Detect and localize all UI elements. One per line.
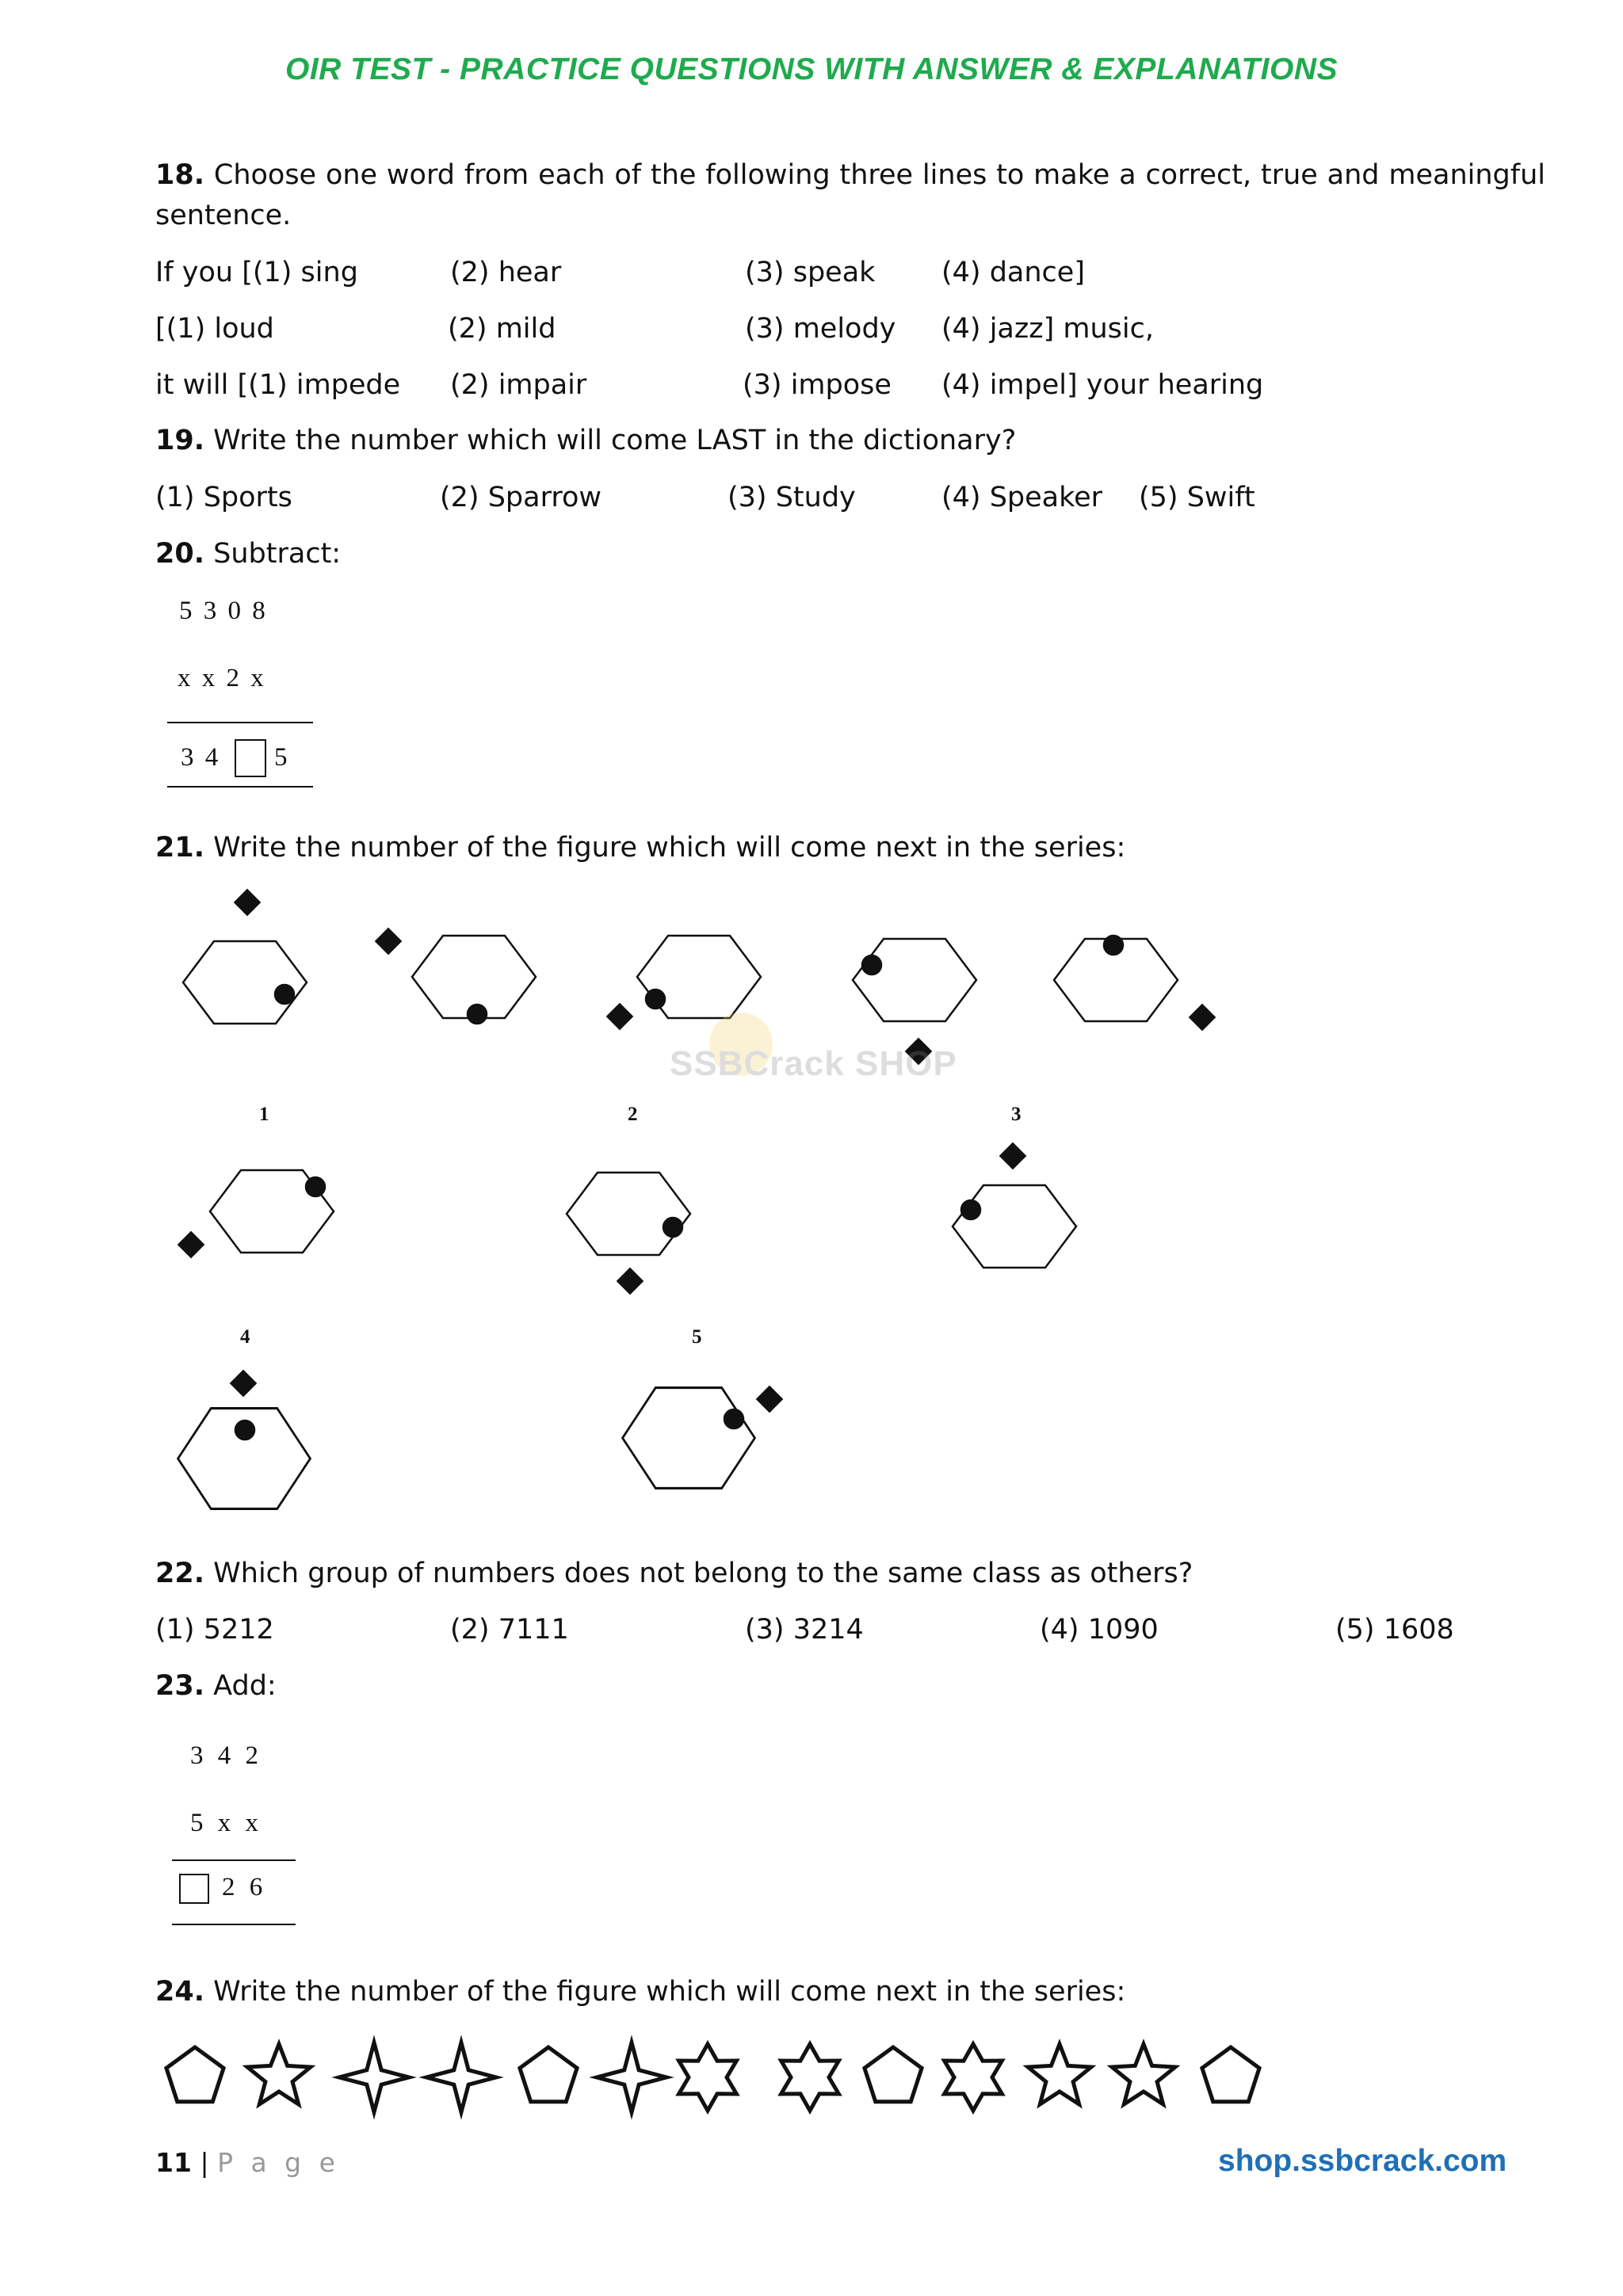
q22-option-5: (5) 1608 bbox=[1335, 1614, 1454, 1646]
question-number: 21. bbox=[155, 832, 205, 864]
shop-link[interactable]: shop.ssbcrack.com bbox=[1218, 2144, 1507, 2178]
star6-icon bbox=[781, 2044, 839, 2111]
star4-icon bbox=[597, 2042, 666, 2112]
page-number: 11 bbox=[155, 2147, 192, 2178]
question-number: 20. bbox=[155, 538, 205, 570]
subtract-result-right: 5 bbox=[274, 743, 288, 772]
answer-label-4: 4 bbox=[240, 1326, 250, 1348]
q19-option-3: (3) Study bbox=[727, 482, 856, 513]
question-text: Subtract: bbox=[213, 538, 342, 570]
question-text: Write the number of the figure which will come next in the series: bbox=[213, 832, 1126, 864]
page-footer bbox=[155, 2147, 340, 2178]
page-word: P a g e bbox=[217, 2147, 340, 2178]
page-header-title: OIR TEST - PRACTICE QUESTIONS WITH ANSWER & EXPLANATIONS bbox=[285, 52, 1338, 86]
subtract-row-1: 5 3 0 8 bbox=[179, 597, 265, 625]
question-text: Write the number of the figure which will come next in the series: bbox=[213, 1976, 1126, 2008]
q19-option-4: (4) Speaker bbox=[941, 482, 1103, 513]
q18-line1-opt3: (3) speak bbox=[745, 257, 876, 288]
subtract-row-2: x x 2 x bbox=[178, 664, 264, 692]
watermark-logo: SSBCrack SHOP bbox=[670, 1044, 957, 1084]
q18-line3-opt3: (3) impose bbox=[743, 369, 892, 401]
pentagon-icon bbox=[865, 2047, 922, 2102]
question-text: Add: bbox=[213, 1670, 277, 1702]
q18-line3-opt4: (4) impel] your hearing bbox=[941, 369, 1264, 401]
q22-option-3: (3) 3214 bbox=[745, 1614, 864, 1646]
add-result: 2 6 bbox=[222, 1873, 263, 1901]
subtract-result-left: 3 4 bbox=[181, 743, 219, 772]
pentagon-icon bbox=[1202, 2047, 1259, 2102]
q22-option-1: (1) 5212 bbox=[155, 1614, 274, 1646]
star5-icon bbox=[1112, 2044, 1175, 2104]
star5-icon bbox=[247, 2044, 311, 2104]
q18-line2-opt2: (2) mild bbox=[448, 313, 556, 345]
question-number: 19. bbox=[155, 425, 205, 456]
add-row-2: 5 x x bbox=[190, 1809, 258, 1837]
question-number: 23. bbox=[155, 1670, 205, 1702]
star5-icon bbox=[1028, 2044, 1091, 2104]
star6-icon bbox=[679, 2044, 737, 2111]
answer-label-5: 5 bbox=[692, 1326, 702, 1348]
question-text: Choose one word from each of the following three lines to make a correct, true and meaningful sentence. bbox=[155, 159, 1545, 231]
question-number: 22. bbox=[155, 1558, 205, 1589]
q18-line2-opt1: [(1) loud bbox=[155, 313, 274, 345]
page-separator: | bbox=[200, 2147, 209, 2178]
q19-option-5: (5) Swift bbox=[1139, 482, 1255, 513]
question-text: Which group of numbers does not belong to the same class as others? bbox=[213, 1558, 1193, 1589]
q18-line2-opt3: (3) melody bbox=[745, 313, 896, 345]
star4-icon bbox=[339, 2042, 409, 2112]
question-text: Write the number which will come LAST in the dictionary? bbox=[213, 425, 1017, 456]
q18-line1-opt1: If you [(1) sing bbox=[155, 257, 358, 288]
star6-icon bbox=[945, 2044, 1002, 2111]
answer-label-3: 3 bbox=[1011, 1104, 1022, 1125]
q19-option-2: (2) Sparrow bbox=[440, 482, 602, 513]
q22-option-2: (2) 7111 bbox=[450, 1614, 569, 1646]
star4-icon bbox=[426, 2042, 496, 2112]
add-row-1: 3 4 2 bbox=[190, 1741, 258, 1770]
q22-option-4: (4) 1090 bbox=[1040, 1614, 1159, 1646]
q18-line1-opt4: (4) dance] bbox=[941, 257, 1085, 288]
q18-line1-opt2: (2) hear bbox=[450, 257, 562, 288]
question-number: 18. bbox=[155, 159, 205, 191]
answer-label-2: 2 bbox=[628, 1104, 638, 1125]
question-number: 24. bbox=[155, 1976, 205, 2008]
q19-option-1: (1) Sports bbox=[155, 482, 292, 513]
q18-line3-opt2: (2) impair bbox=[450, 369, 587, 401]
pentagon-icon bbox=[166, 2047, 223, 2102]
pentagon-icon bbox=[520, 2047, 577, 2102]
q18-line3-opt1: it will [(1) impede bbox=[155, 369, 401, 401]
q18-line2-opt4: (4) jazz] music, bbox=[941, 313, 1155, 345]
answer-label-1: 1 bbox=[259, 1104, 269, 1125]
